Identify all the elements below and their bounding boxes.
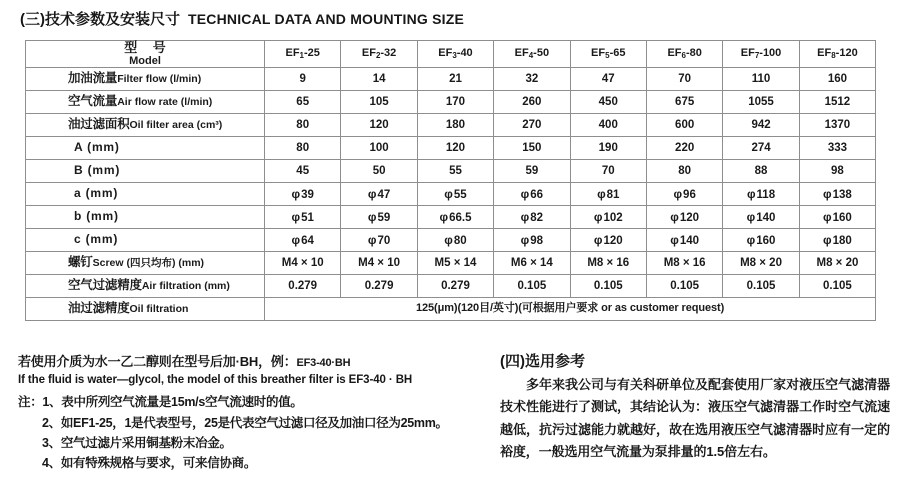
table-cell: 120 (341, 114, 417, 137)
table-cell: 59 (494, 160, 570, 183)
table-cell (417, 183, 493, 206)
diameter-symbol: φ (670, 232, 679, 247)
note-item: 4、如有特殊规格与要求，可来信协商。 (42, 456, 257, 471)
table-cell (417, 206, 493, 229)
table-cell: 32 (494, 68, 570, 91)
cell-value: 98 (530, 234, 544, 247)
table-cell: 190 (570, 137, 646, 160)
section-heading-en: TECHNICAL DATA AND MOUNTING SIZE (188, 11, 465, 27)
table-cell: 80 (646, 160, 722, 183)
row-label-cn: 螺钉 (68, 255, 93, 270)
table-cell: 270 (494, 114, 570, 137)
glycol-note-en: If the fluid is water—glycol, the model of this breather filter is EF3-40 · BH (18, 374, 413, 387)
selection-reference-section (500, 350, 890, 463)
table-cell: 0.105 (723, 275, 799, 298)
table-cell: 0.105 (494, 275, 570, 298)
diameter-symbol: φ (291, 209, 301, 224)
row-label-cell (26, 229, 265, 252)
table-row (26, 183, 876, 206)
diameter-symbol: φ (520, 232, 530, 247)
glycol-note-cn-text: 若使用介质为水一乙二醇则在型号后加·BH，例： (18, 354, 297, 369)
row-label-text: b (mm) (74, 209, 119, 224)
table-row (26, 68, 876, 91)
row-label-en: Oil filter area (cm³) (129, 119, 223, 132)
diameter-symbol: φ (367, 209, 377, 224)
table-row (26, 252, 876, 275)
merged-value-cell (265, 298, 876, 321)
table-cell: 14 (341, 68, 417, 91)
cell-value: 160 (832, 211, 852, 224)
row-label-cn: 油过滤面积 (68, 117, 130, 132)
table-cell (494, 206, 570, 229)
table-cell: 160 (799, 68, 875, 91)
row-label-cell (26, 298, 265, 321)
table-cell: M8 × 16 (646, 252, 722, 275)
selection-reference-paragraph: 多年来我公司与有关科研单位及配套使用厂家对液压空气滤清器技术性能进行了测试，其结论认为：液压空气滤清器工作时空气流速越低，抗污过滤能力就越好，故在选用液压空气滤清器时应有一定的裕度，一般选用空气流量为泵排量的1.5倍左右。 (500, 377, 890, 460)
cell-value: 66 (530, 188, 544, 201)
model-column-header: $EF_8-120$ (799, 41, 875, 68)
cell-value: 102 (603, 211, 623, 224)
diameter-symbol: φ (823, 186, 832, 201)
row-label-cell (26, 206, 265, 229)
diameter-symbol: φ (746, 186, 756, 201)
table-cell: 0.279 (417, 275, 493, 298)
diameter-symbol: φ (673, 186, 683, 201)
cell-value: 80 (453, 234, 467, 247)
table-cell: 0.279 (341, 275, 417, 298)
table-cell: 1512 (799, 91, 875, 114)
note-item: 注：1、表中所列空气流量是15m/s空气流速时的值。 (18, 395, 303, 410)
cell-value: 55 (453, 188, 467, 201)
table-cell (723, 206, 799, 229)
table-cell (570, 206, 646, 229)
table-cell: 450 (570, 91, 646, 114)
table-cell (265, 229, 341, 252)
row-label-cell (26, 160, 265, 183)
table-row (26, 137, 876, 160)
model-column-header: $EF_4-50$ (494, 41, 570, 68)
cell-value: 51 (301, 211, 314, 224)
diameter-symbol: φ (367, 186, 377, 201)
table-cell (494, 229, 570, 252)
table-row (26, 275, 876, 298)
table-cell: 0.279 (265, 275, 341, 298)
table-cell: 100 (341, 137, 417, 160)
table-cell: 0.105 (570, 275, 646, 298)
diameter-symbol: φ (597, 186, 606, 201)
table-cell: M6 × 14 (494, 252, 570, 275)
model-column-header: $EF_5-65$ (570, 41, 646, 68)
row-label-en: Air filtration (mm) (141, 280, 230, 293)
selection-reference-title: (四)选用参考 (500, 353, 585, 370)
row-label-cn: 空气流量 (68, 94, 118, 109)
diameter-symbol: φ (593, 232, 603, 247)
cell-value: 120 (679, 211, 700, 224)
table-cell (799, 206, 875, 229)
table-cell: M5 × 14 (417, 252, 493, 275)
technical-data-table (25, 40, 876, 321)
cell-value: 140 (756, 211, 776, 224)
table-cell (723, 183, 799, 206)
cell-value: 160 (756, 234, 776, 247)
table-cell: 942 (723, 114, 799, 137)
table-cell: 675 (646, 91, 722, 114)
model-column-header: $EF_7-100$ (723, 41, 799, 68)
cell-value: 64 (301, 234, 314, 247)
cell-value: 47 (377, 188, 391, 201)
table-row (26, 91, 876, 114)
table-cell: 80 (265, 114, 341, 137)
table-cell (646, 229, 722, 252)
table-cell: 1055 (723, 91, 799, 114)
row-label-cell (26, 252, 265, 275)
table-cell: 400 (570, 114, 646, 137)
table-body (26, 68, 876, 321)
merged-value-cn: 125(μm)(120目/英寸)(可根据用户要求 (415, 302, 599, 315)
row-label-en: Oil filtration (129, 303, 189, 316)
table-cell: M4 × 10 (265, 252, 341, 275)
table-cell: 65 (265, 91, 341, 114)
row-label-en: Filter flow (l/min) (117, 73, 202, 86)
table-cell: 274 (723, 137, 799, 160)
row-label-cell (26, 275, 265, 298)
table-cell: M8 × 20 (723, 252, 799, 275)
diameter-symbol: φ (291, 232, 301, 247)
model-header-cell (26, 41, 265, 68)
table-cell (417, 229, 493, 252)
row-label-text: B (mm) (74, 163, 121, 178)
row-label-cell (26, 137, 265, 160)
table-cell: 0.105 (799, 275, 875, 298)
diameter-symbol: φ (746, 232, 756, 247)
row-label-cell (26, 91, 265, 114)
row-label-text: A (mm) (74, 140, 120, 155)
row-label-en: Air flow rate (l/min) (117, 96, 213, 109)
glycol-note-cn (18, 352, 478, 372)
table-cell: 180 (417, 114, 493, 137)
table-cell: 260 (494, 91, 570, 114)
table-cell: M8 × 16 (570, 252, 646, 275)
diameter-symbol: φ (367, 232, 377, 247)
cell-value: 59 (377, 211, 391, 224)
table-row (26, 206, 876, 229)
table-row (26, 229, 876, 252)
table-cell (341, 229, 417, 252)
diameter-symbol: φ (670, 209, 679, 224)
cell-value: 120 (603, 234, 623, 247)
table-cell: M4 × 10 (341, 252, 417, 275)
table-cell: 47 (570, 68, 646, 91)
row-label-cell (26, 183, 265, 206)
table-cell (341, 206, 417, 229)
model-column-header: $EF_3-40$ (417, 41, 493, 68)
diameter-symbol: φ (291, 186, 301, 201)
table-cell: 170 (417, 91, 493, 114)
row-label-cn: 加油流量 (68, 71, 118, 86)
row-label-text: c (mm) (74, 232, 119, 247)
numbered-notes-list (18, 392, 478, 473)
diameter-symbol: φ (520, 209, 530, 224)
table-cell (265, 206, 341, 229)
cell-value: 96 (683, 188, 696, 201)
cell-value: 180 (832, 234, 852, 247)
row-label-cn: 油过滤精度 (68, 301, 130, 316)
table-cell: 220 (646, 137, 722, 160)
model-column-header: $EF_2-32$ (341, 41, 417, 68)
table-cell: 9 (265, 68, 341, 91)
table-cell: 80 (265, 137, 341, 160)
row-label-en: Screw (四只均布) (mm) (92, 257, 205, 270)
note-item: 2、如EF1-25，1是代表型号，25是代表空气过滤口径及加油口径为25mm。 (42, 415, 448, 430)
table-cell: 55 (417, 160, 493, 183)
cell-value: 82 (530, 211, 544, 224)
merged-value-en: or as customer request) (598, 302, 725, 315)
note-item: 3、空气过滤片采用铜基粉末冶金。 (42, 435, 232, 450)
table-cell: 50 (341, 160, 417, 183)
table-cell: 45 (265, 160, 341, 183)
model-column-header: $EF_1-25$ (265, 41, 341, 68)
table-cell (799, 229, 875, 252)
section-heading (20, 8, 464, 29)
cell-value: 39 (301, 188, 314, 201)
row-label-cell (26, 68, 265, 91)
model-column-header: $EF_6-80$ (646, 41, 722, 68)
table-cell: M8 × 20 (799, 252, 875, 275)
table-cell (570, 229, 646, 252)
table-cell (494, 183, 570, 206)
diameter-symbol: φ (444, 232, 453, 247)
diameter-symbol: φ (746, 209, 756, 224)
diameter-symbol: φ (593, 209, 603, 224)
table-cell: 98 (799, 160, 875, 183)
table-cell: 600 (646, 114, 722, 137)
table-cell (265, 183, 341, 206)
table-cell (341, 183, 417, 206)
table-cell: 120 (417, 137, 493, 160)
cell-value: 140 (679, 234, 700, 247)
section-heading-cn: (三)技术参数及安装尺寸 (20, 11, 180, 28)
table-row (26, 160, 876, 183)
table-cell (646, 206, 722, 229)
table-cell: 110 (723, 68, 799, 91)
table-cell (570, 183, 646, 206)
row-label-cn: 空气过滤精度 (68, 278, 142, 293)
cell-value: 70 (377, 234, 391, 247)
row-label-text: a (mm) (74, 186, 119, 201)
diameter-symbol: φ (520, 186, 530, 201)
diameter-symbol: φ (444, 186, 453, 201)
table-header-row (26, 41, 876, 68)
glycol-note-cn-model: EF3-40·BH (296, 357, 351, 369)
model-header-en: Model (129, 54, 161, 67)
cell-value: 118 (756, 188, 776, 201)
table-cell: 70 (570, 160, 646, 183)
table-row (26, 298, 876, 321)
table-row (26, 114, 876, 137)
table-cell: 150 (494, 137, 570, 160)
cell-value: 138 (832, 188, 852, 201)
model-header-cn: 型 号 (124, 40, 172, 55)
footnotes-block (18, 352, 478, 473)
table-cell (799, 183, 875, 206)
table-cell: 0.105 (646, 275, 722, 298)
cell-value: 66.5 (449, 211, 472, 224)
cell-value: 81 (606, 188, 620, 201)
table-cell: 333 (799, 137, 875, 160)
table-cell (646, 183, 722, 206)
table-cell: 88 (723, 160, 799, 183)
row-label-cell (26, 114, 265, 137)
table-cell: 70 (646, 68, 722, 91)
table-cell: 21 (417, 68, 493, 91)
diameter-symbol: φ (823, 209, 832, 224)
table-cell: 1370 (799, 114, 875, 137)
diameter-symbol: φ (439, 209, 449, 224)
table-cell (723, 229, 799, 252)
diameter-symbol: φ (823, 232, 832, 247)
table-cell: 105 (341, 91, 417, 114)
